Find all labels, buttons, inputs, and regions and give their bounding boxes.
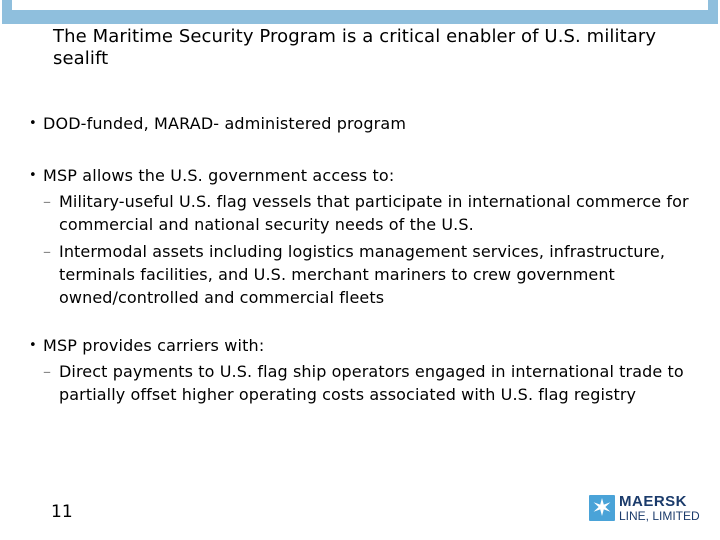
sub-bullet-text: Direct payments to U.S. flag ship operators engaged in international trade to partially offset higher operating costs associated with U.S. flag registry [59,362,684,404]
accent-notch-right [708,0,718,10]
sub-bullet-dash: – [43,362,52,381]
bullet-text: DOD-funded, MARAD- administered program [43,114,407,133]
bullet-text: MSP provides carriers with: [43,336,265,355]
bullet-dot: • [29,168,37,183]
slide-body [29,112,699,406]
sub-bullet-item [29,240,699,309]
star-icon [589,493,615,523]
top-accent-bar [0,0,720,24]
bullet-item [29,164,699,188]
accent-band [2,10,718,24]
logo-subtitle: LINE, LIMITED [619,509,700,523]
sub-bullet-dash: – [43,192,52,211]
sub-bullet-text: Military-useful U.S. flag vessels that participate in international commerce for commercial and national security needs of the U.S. [59,192,689,234]
accent-notch-left [2,0,12,10]
bullet-text: MSP allows the U.S. government access to: [43,166,395,185]
bullet-item [29,334,699,358]
bullet-item [29,112,699,136]
slide-title: The Maritime Security Program is a critical enabler of U.S. military sealift [53,26,657,69]
maersk-logo [589,493,709,525]
bullet-dot: • [29,116,37,131]
logo-wordmark: MAERSK [619,493,688,510]
page-number: 11 [51,502,73,522]
sub-bullet-dash: – [43,242,52,261]
sub-bullet-item [29,360,699,406]
sub-bullet-text: Intermodal assets including logistics management services, infrastructure, terminals facilities, and U.S. merchant mariners to crew government owned/controlled and commercial fleets [59,242,666,307]
sub-bullet-item [29,190,699,236]
bullet-dot: • [29,338,37,353]
